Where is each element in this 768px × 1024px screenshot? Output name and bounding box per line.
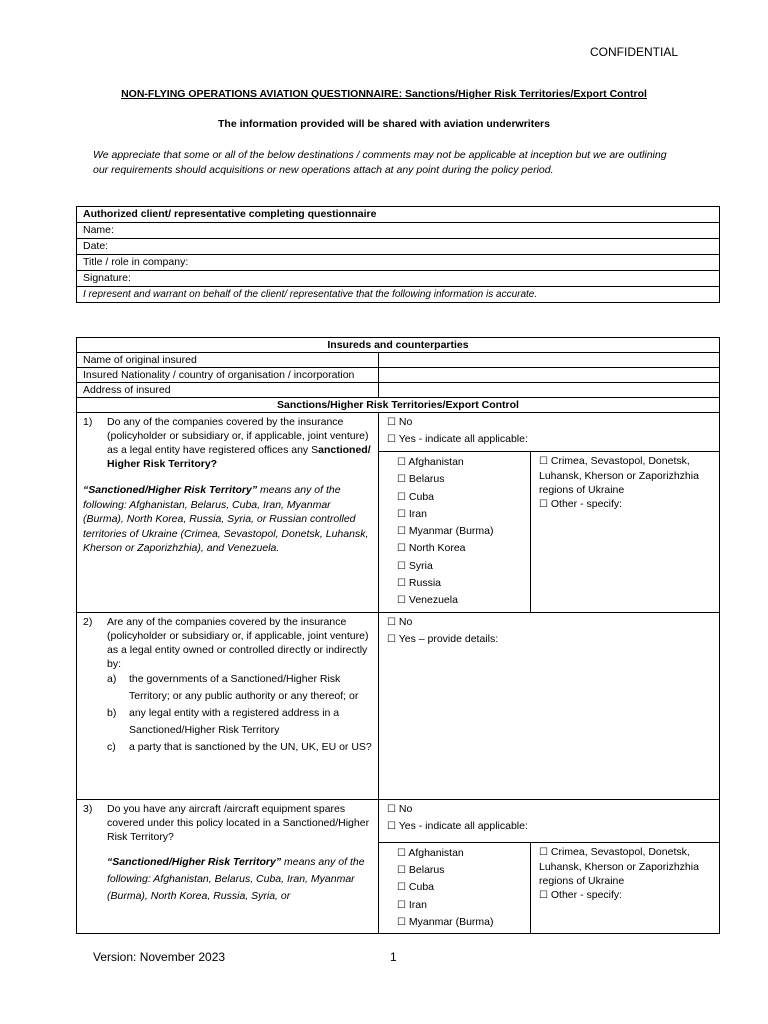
address-label: Address of insured	[77, 383, 379, 398]
checkbox-icon[interactable]: ☐	[397, 882, 406, 894]
country-option[interactable]: ☐ Myanmar (Burma)	[397, 525, 494, 538]
date-field[interactable]: Date:	[77, 239, 720, 255]
q3-yes-option[interactable]: ☐ Yes - indicate all applicable:	[387, 819, 528, 832]
checkbox-icon[interactable]: ☐	[397, 474, 406, 486]
sub-item: a) the governments of a Sanctioned/Higher Risk Territory; or any public authority or any thereof; or	[107, 672, 359, 702]
sub-item: c) a party that is sanctioned by the UN, UK, EU or US?	[107, 740, 372, 753]
checkbox-icon[interactable]: ☐	[539, 499, 548, 510]
address-input[interactable]	[379, 383, 720, 398]
document-subtitle: The information provided will be shared with aviation underwriters	[218, 118, 550, 130]
checkbox-icon[interactable]: ☐	[397, 864, 406, 876]
question-3-text: Do you have any aircraft /aircraft equipment spares covered under this policy located in a Sanctioned/Higher Risk Territory?	[107, 802, 370, 843]
checkbox-icon[interactable]: ☐	[397, 899, 406, 911]
question-1-number: 1)	[83, 416, 93, 428]
checkbox-icon[interactable]: ☐	[397, 578, 406, 590]
intro-paragraph: We appreciate that some or all of the below destinations / comments may not be applicable at inception but we are outlining our requirements should acquisitions or new operations attach at any point during the policy period.	[93, 149, 667, 176]
insureds-table	[76, 337, 720, 934]
country-option[interactable]: ☐ Venezuela	[397, 594, 458, 607]
sub-item: b) any legal entity with a registered address in a Sanctioned/Higher Risk Territory	[107, 706, 340, 736]
question-2	[77, 612, 379, 799]
checkbox-icon[interactable]: ☐	[387, 820, 396, 832]
question-2-text: Are any of the companies covered by the insurance (policyholder or subsidiary or, if applicable, joint venture) as a legal entity owned or controlled directly or indirectly by:	[107, 615, 369, 670]
signature-field[interactable]: Signature:	[77, 271, 720, 287]
question-1-definition: “Sanctioned/Higher Risk Territory” means any of the following: Afghanistan, Belarus, Cuba, Iran, Myanmar (Burma), North Korea, Russia, Syria, or Russian controlled territories of Ukraine (Crimea, Sevastopol, Donetsk, Luhansk, Kherson or Zaporizhzhia), and Venezuela.	[83, 484, 369, 554]
checkbox-icon[interactable]: ☐	[539, 456, 548, 467]
checkbox-icon[interactable]: ☐	[387, 616, 396, 628]
question-3-definition: “Sanctioned/Higher Risk Territory” means any of the following: Afghanistan, Belarus, Cuba, Iran, Myanmar (Burma), North Korea, Russia, Syria, or	[107, 855, 365, 902]
checkbox-icon[interactable]: ☐	[387, 803, 396, 815]
checkbox-icon[interactable]: ☐	[387, 633, 396, 645]
checkbox-icon[interactable]: ☐	[387, 434, 396, 445]
original-insured-input[interactable]	[379, 353, 720, 368]
question-3-answers	[379, 799, 720, 933]
question-2-number: 2)	[83, 615, 93, 628]
regions-option[interactable]: ☐ Crimea, Sevastopol, Donetsk, Luhansk, Kherson or Zaporizhzhia regions of Ukraine	[539, 845, 699, 887]
country-option[interactable]: ☐ Afghanistan	[397, 456, 464, 468]
q2-no-option[interactable]: ☐ No	[387, 615, 413, 628]
checkbox-icon[interactable]: ☐	[397, 543, 406, 555]
other-option[interactable]: ☐ Other - specify:	[539, 888, 623, 901]
q2-yes-option[interactable]: ☐ Yes – provide details:	[387, 632, 499, 645]
q3-no-option[interactable]: ☐ No	[387, 802, 413, 815]
question-2-answers	[379, 612, 720, 799]
question-2-sublist	[107, 671, 372, 756]
country-option[interactable]: ☐ Iran	[397, 507, 427, 520]
footer-version: Version: November 2023	[93, 950, 226, 964]
country-option[interactable]: ☐ Cuba	[397, 881, 434, 894]
checkbox-icon[interactable]: ☐	[397, 491, 406, 503]
question-1-text: Do any of the companies covered by the insurance (policyholder or subsidiary or, if applicable, joint venture) as a legal entity have registered offices any Sanctioned/ Higher Risk Territory?	[107, 416, 371, 470]
q1-yes-option[interactable]: ☐ Yes - indicate all applicable:	[387, 433, 528, 445]
other-option[interactable]: ☐ Other - specify:	[539, 498, 623, 510]
warrant-statement: I represent and warrant on behalf of the client/ representative that the following information is accurate.	[77, 287, 720, 303]
q1-no-option[interactable]: ☐ No	[387, 416, 413, 428]
question-1	[77, 413, 379, 613]
q3-other-regions	[531, 842, 720, 933]
checkbox-icon[interactable]: ☐	[397, 560, 406, 572]
confidential-label: CONFIDENTIAL	[590, 45, 679, 59]
question-3	[77, 799, 379, 933]
authorized-heading: Authorized client/ representative completing questionnaire	[77, 207, 720, 223]
sanctions-heading: Sanctions/Higher Risk Territories/Export Control	[77, 398, 720, 413]
country-option[interactable]: ☐ Iran	[397, 898, 427, 911]
checkbox-icon[interactable]: ☐	[397, 916, 406, 928]
original-insured-label: Name of original insured	[77, 353, 379, 368]
checkbox-icon[interactable]: ☐	[397, 847, 406, 859]
regions-option[interactable]: ☐ Crimea, Sevastopol, Donetsk, Luhansk, Kherson or Zaporizhzhia regions of Ukraine	[539, 455, 699, 496]
country-option[interactable]: ☐ Russia	[397, 577, 441, 590]
country-option[interactable]: ☐ Belarus	[397, 863, 445, 876]
checkbox-icon[interactable]: ☐	[539, 846, 548, 858]
question-1-answers	[379, 413, 720, 613]
country-option[interactable]: ☐ Afghanistan	[397, 846, 464, 859]
q3-country-list	[379, 842, 531, 933]
country-option[interactable]: ☐ Myanmar (Burma)	[397, 915, 494, 928]
country-option[interactable]: ☐ Syria	[397, 559, 433, 572]
authorized-table	[76, 206, 720, 303]
country-option[interactable]: ☐ Cuba	[397, 490, 434, 503]
q1-other-regions	[531, 452, 720, 612]
q1-country-list	[379, 452, 531, 612]
checkbox-icon[interactable]: ☐	[387, 417, 396, 428]
insureds-heading: Insureds and counterparties	[77, 338, 720, 353]
country-option[interactable]: ☐ North Korea	[397, 542, 466, 555]
checkbox-icon[interactable]: ☐	[397, 457, 406, 468]
document-title: NON-FLYING OPERATIONS AVIATION QUESTIONNAIRE: Sanctions/Higher Risk Territories/Export Control	[121, 88, 647, 100]
question-3-number: 3)	[83, 802, 93, 815]
q1-country-grid	[379, 451, 719, 612]
checkbox-icon[interactable]: ☐	[397, 508, 406, 520]
nationality-label: Insured Nationality / country of organisation / incorporation	[77, 368, 379, 383]
page-number: 1	[390, 950, 397, 964]
nationality-input[interactable]	[379, 368, 720, 383]
checkbox-icon[interactable]: ☐	[539, 889, 548, 901]
checkbox-icon[interactable]: ☐	[397, 595, 406, 607]
checkbox-icon[interactable]: ☐	[397, 526, 406, 538]
q3-country-grid	[379, 842, 719, 933]
title-role-field[interactable]: Title / role in company:	[77, 255, 720, 271]
name-field[interactable]: Name:	[77, 223, 720, 239]
country-option[interactable]: ☐ Belarus	[397, 473, 445, 486]
